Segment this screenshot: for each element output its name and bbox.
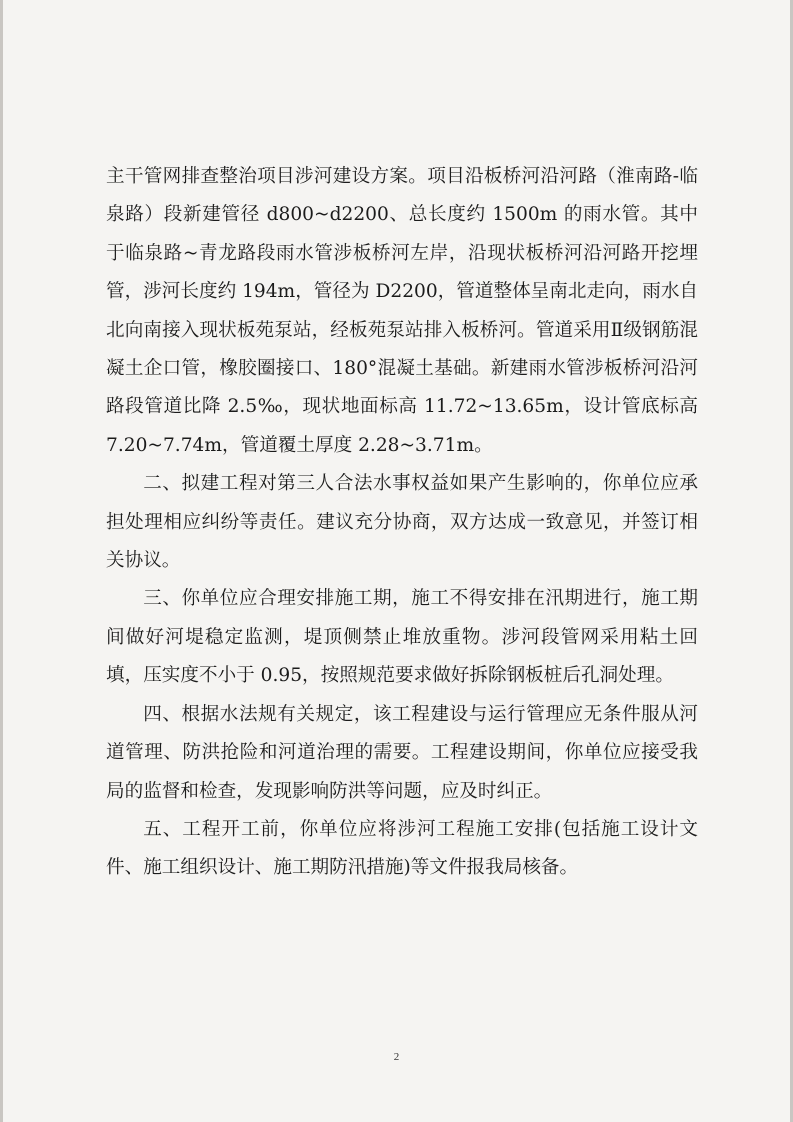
scan-edge-left <box>0 0 3 1122</box>
paragraph-item-two: 二、拟建工程对第三人合法水事权益如果产生影响的，你单位应承担处理相应纠纷等责任。建议充分协商，双方达成一致意见，并签订相关协议。 <box>106 473 698 572</box>
page-number: 2 <box>393 1051 400 1063</box>
document-body <box>106 158 698 888</box>
paragraph-continued-project-description: 主干管网排查整治项目涉河建设方案。项目沿板桥河沿河路（淮南路-临泉路）段新建管径 d800~d2200、总长度约 1500m 的雨水管。其中于临泉路~青龙路段雨水管涉板桥河左岸，沿现状板桥河沿河路开挖埋管，涉河长度约 194m，管径为 D2200，管道整体呈南北走向，雨水自北向南接入现状板苑泵站，经板苑泵站排入板桥河。管道采用Ⅱ级钢筋混凝土企口管，橡胶圈接口、180°混凝土基础。新建雨水管涉板桥河沿河路段管道比降 2.5‰，现状地面标高 11.72~13.65m，设计管底标高 7.20~7.74m，管道覆土厚度 2.28~3.71m。 <box>106 166 699 456</box>
paragraph-item-four: 四、根据水法规有关规定，该工程建设与运行管理应无条件服从河道管理、防洪抢险和河道治理的需要。工程建设期间，你单位应接受我局的监督和检查，发现影响防洪等问题，应及时纠正。 <box>106 703 698 802</box>
paragraph-item-five: 五、工程开工前，你单位应将涉河工程施工安排(包括施工设计文件、施工组织设计、施工期防汛措施)等文件报我局核备。 <box>106 818 698 879</box>
paragraph-item-three: 三、你单位应合理安排施工期，施工不得安排在汛期进行，施工期间做好河堤稳定监测，堤顶侧禁止堆放重物。涉河段管网采用粘土回填，压实度不小于 0.95，按照规范要求做好拆除钢板桩后孔洞处理。 <box>106 588 698 687</box>
